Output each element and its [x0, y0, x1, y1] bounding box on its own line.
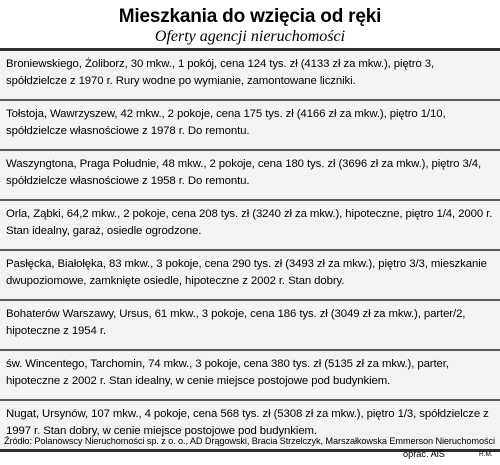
- list-item: Broniewskiego, Żoliborz, 30 mkw., 1 pokój, cena 124 tys. zł (4133 zł za mkw.), piętro 3, spółdzielcze z 1970 r. Rury wodne po wymianie, zamontowane liczniki.: [0, 51, 500, 99]
- list-item: Bohaterów Warszawy, Ursus, 61 mkw., 3 pokoje, cena 186 tys. zł (3049 zł za mkw.), parter/2, hipoteczne z 1954 r.: [0, 301, 500, 349]
- page-title: Mieszkania do wzięcia od ręki: [118, 6, 382, 27]
- list-item: Pasłęcka, Białołęka, 83 mkw., 3 pokoje, cena 290 tys. zł (3493 zł za mkw.), piętro 3/3, mieszkanie dwupoziomowe, zamknięte osiedle, hipoteczne z 2002 r. Stan dobry.: [0, 251, 500, 299]
- page-subtitle: Oferty agencji nieruchomości: [154, 28, 346, 45]
- list-item: Tołstoja, Wawrzyszew, 42 mkw., 2 pokoje, cena 175 tys. zł (4166 zł za mkw.), piętro 1/10, spółdzielcze własnościowe z 1978 r. Do remontu.: [0, 101, 500, 149]
- author-initials: R.M.: [479, 451, 493, 458]
- credit-text: oprac. AiS: [403, 449, 445, 459]
- list-item: Orla, Ząbki, 64,2 mkw., 2 pokoje, cena 208 tys. zł (3240 zł za mkw.), hipoteczne, piętro 1/4, 2000 r. Stan idealny, garaż, osiedle ogrodzone.: [0, 201, 500, 249]
- list-item: św. Wincentego, Tarchomin, 74 mkw., 3 pokoje, cena 380 tys. zł (5135 zł za mkw.), parter, hipoteczne z 2002 r. Stan idealny, w cenie miejsce postojowe pod budynkiem.: [0, 351, 500, 399]
- list-item: Nugat, Ursynów, 107 mkw., 4 pokoje, cena 568 tys. zł (5308 zł za mkw.), piętro 1/3, spółdzielcze z 1997 r. Stan dobry, w cenie miejsce postojowe pod budynkiem.: [0, 401, 500, 449]
- list-item: Waszyngtona, Praga Południe, 48 mkw., 2 pokoje, cena 180 tys. zł (3696 zł za mkw.), piętro 3/4, spółdzielcze własnościowe z 1958 r. Do remontu.: [0, 151, 500, 199]
- source-note: Źródło: Polanowscy Nieruchomości sp. z o. o., AD Drągowski, Bracia Strzelczyk, Marszałkowska Emmerson Nieruchomości: [4, 436, 495, 446]
- listings-list: [0, 48, 500, 452]
